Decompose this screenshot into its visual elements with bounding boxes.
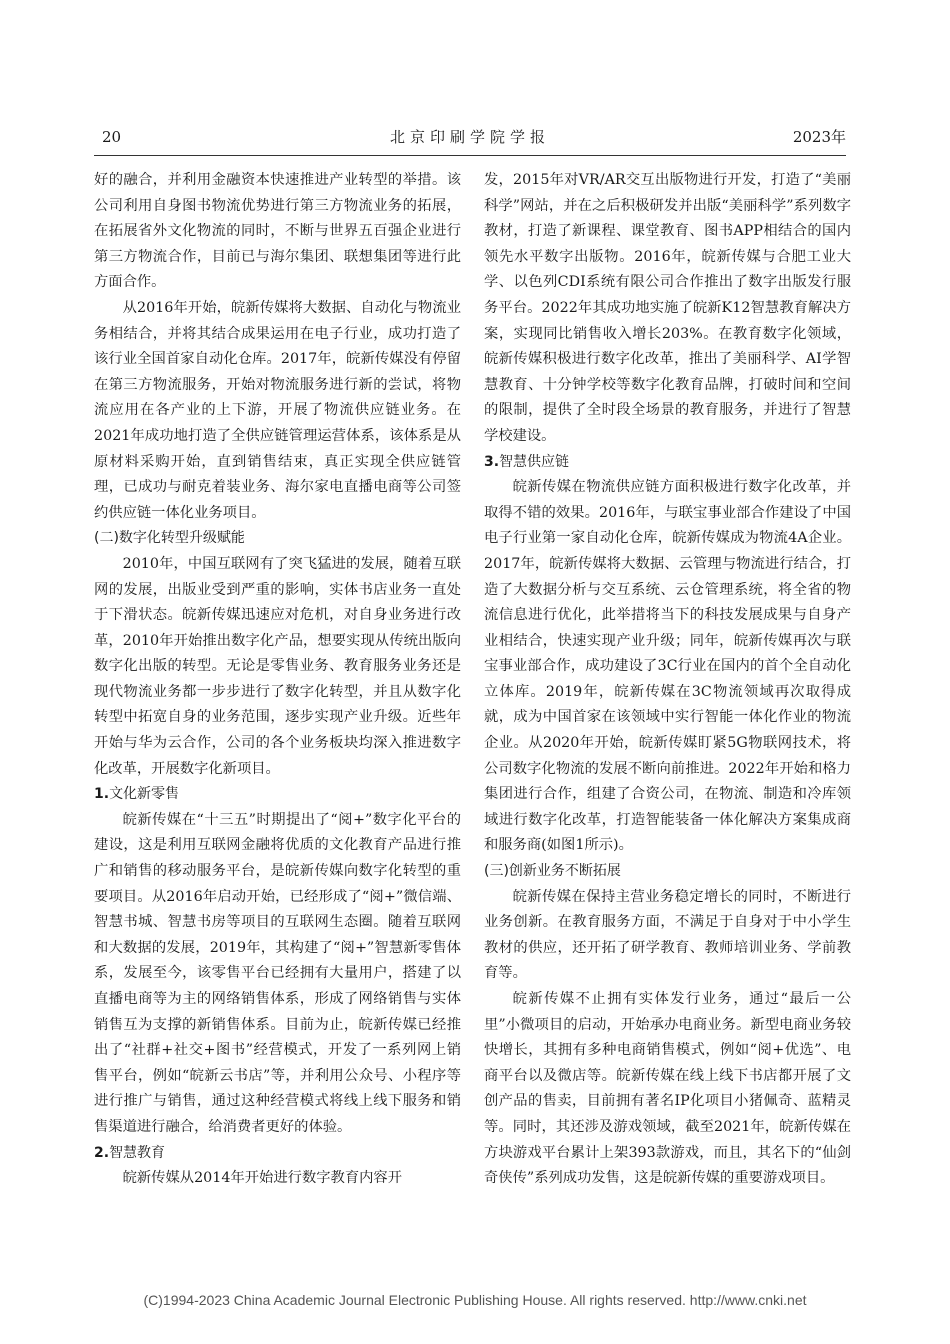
paragraph: 好的融合，并利用金融资本快速推进产业转型的举措。该公司利用自身图书物流优势进行第三方物流业务的拓展，在拓展省外文化物流的同时，不断与世界五百强企业进行第三方物流合作，目前已与海尔集团、联想集团等进行此方面合作。 [94, 172, 461, 291]
heading-number: 1. [94, 786, 110, 803]
heading-number: 3. [484, 453, 500, 470]
paragraph: 从2016年开始，皖新传媒将大数据、自动化与物流业务相结合，并将其结合成果运用在电子行业，成功打造了该行业全国首家自动化仓库。2017年，皖新传媒没有停留在第三方物流服务，开始对物流服务进行新的尝试，将物流应用在各产业的上下游，开展了物流供应链业务。在2021年成功地打造了全供应链管理运营体系，该体系是从原材料采购开始，直到销售结束，真正实现全供应链管理，已成功与耐克着装业务、海尔家电直播电商等公司签约供应链一体化业务项目。 [94, 299, 461, 521]
paragraph: 2010年，中国互联网有了突飞猛进的发展，随着互联网的发展，出版业受到严重的影响，实体书店业务一直处于下滑状态。皖新传媒迅速应对危机，对自身业务进行改革，2010年开始推出数字化产品，想要实现从传统出版向数字化出版的转型。无论是零售业务、教育服务业务还是现代物流业务都一步步进行了数字化转型，并且从数字化转型中拓宽自身的业务范围，逐步实现产业升级。近些年开始与华为云合作，公司的各个业务板块均深入推进数字化改革，开展数字化新项目。 [94, 555, 461, 777]
subsection-heading [94, 1141, 461, 1167]
paragraph: 发，2015年对VR/AR交互出版物进行开发，打造了“美丽科学”网站，并在之后积极研发并出版“美丽科学”系列数字教材，打造了新课程、课堂教育、图书APP相结合的国内领先水平数字出版物。2016年，皖新传媒与合肥工业大学、以色列CDI系统有限公司合作推出了数字出版发行服务平台。2022年其成功地实施了皖新K12智慧教育解决方案，实现同比销售收入增长203%。在教育数字化领域，皖新传媒积极进行数字化改革，推出了美丽科学、AI学智慧教育、十分钟学校等数字化教育品牌，打破时间和空间的限制，提供了全时段全场景的教育服务，并进行了智慧学校建设。 [484, 172, 851, 444]
header-rule [94, 155, 846, 156]
heading-text: 文化新零售 [109, 786, 180, 803]
heading-text: 智慧供应链 [499, 453, 570, 470]
left-column [94, 168, 461, 1192]
publication-year: 2023年 [792, 128, 846, 146]
copyright-footer: (C)1994-2023 China Academic Journal Electronic Publishing House. All rights reserved. http://www.cnki.net [143, 1292, 807, 1308]
section-heading: (三)创新业务不断拓展 [484, 863, 621, 880]
paragraph: 皖新传媒不止拥有实体发行业务，通过“最后一公里”小微项目的启动，开始承办电商业务。新型电商业务较快增长，其拥有多种电商销售模式，例如“阅+优选”、电商平台以及微店等。皖新传媒在线上线下书店都开展了文创产品的售卖，目前拥有著名IP化项目小猪佩奇、蓝精灵等。同时，其还涉及游戏领域，截至2021年，皖新传媒在方块游戏平台累计上架393款游戏，而且，其名下的“仙剑奇侠传”系列成功发售，这是皖新传媒的重要游戏项目。 [484, 991, 851, 1187]
paragraph: 皖新传媒从2014年开始进行数字教育内容开 [122, 1170, 403, 1187]
heading-number: 2. [94, 1144, 110, 1161]
section-heading: (二)数字化转型升级赋能 [94, 530, 245, 547]
subsection-heading [94, 782, 461, 808]
right-column [484, 168, 851, 1192]
paragraph: 皖新传媒在保持主营业务稳定增长的同时，不断进行业务创新。在教育服务方面，不满足于自身对于中小学生教材的供应，还开拓了研学教育、教师培训业务、学前教育等。 [484, 888, 851, 982]
heading-text: 智慧教育 [109, 1144, 166, 1161]
paragraph: 皖新传媒在“十三五”时期提出了“阅+”数字化平台的建设，这是利用互联网金融将优质的文化教育产品进行推广和销售的移动服务平台，是皖新传媒向数字化转型的重要项目。从2016年启动开始，已经形成了“阅+”微信端、智慧书城、智慧书房等项目的互联网生态圈。随着互联网和大数据的发展，2019年，其构建了“阅+”智慧新零售体系，发展至今，该零售平台已经拥有大量用户，搭建了以直播电商等为主的网络销售体系，形成了网络销售与实体销售互为支撑的新销售体系。目前为止，皖新传媒已经推出了“社群+社交+图书”经营模式，开发了一系列网上销售平台，例如“皖新云书店”等，并利用公众号、小程序等进行推广与销售，通过这种经营模式将线上线下服务和销售渠道进行融合，给消费者更好的体验。 [94, 811, 461, 1135]
paragraph: 皖新传媒在物流供应链方面积极进行数字化改革，并取得不错的效果。2016年，与联宝事业部合作建设了中国电子行业第一家自动化仓库，皖新传媒成为物流4A企业。2017年，皖新传媒将大数据、云管理与物流进行结合，打造了大数据分析与交互系统、云仓管理系统，将全省的物流信息进行优化，此举措将当下的科技发展成果与自身产业相结合，快速实现产业升级；同年，皖新传媒再次与联宝事业部合作，成功建设了3C行业在国内的首个全自动化立体库。2019年，皖新传媒在3C物流领域再次取得成就，成为中国首家在该领域中实行智能一体化作业的物流企业。从2020年开始，皖新传媒盯紧5G物联网技术，将公司数字化物流的发展不断向前推进。2022年开始和格力集团进行合作，组建了合资公司，在物流、制造和冷库领域进行数字化改革，打造智能装备一体化解决方案集成商和服务商(如图1所示)。 [484, 479, 851, 854]
subsection-heading [484, 450, 851, 476]
journal-title: 北京印刷学院学报 [389, 128, 550, 146]
page-number: 20 [102, 128, 122, 146]
running-header [94, 124, 846, 150]
